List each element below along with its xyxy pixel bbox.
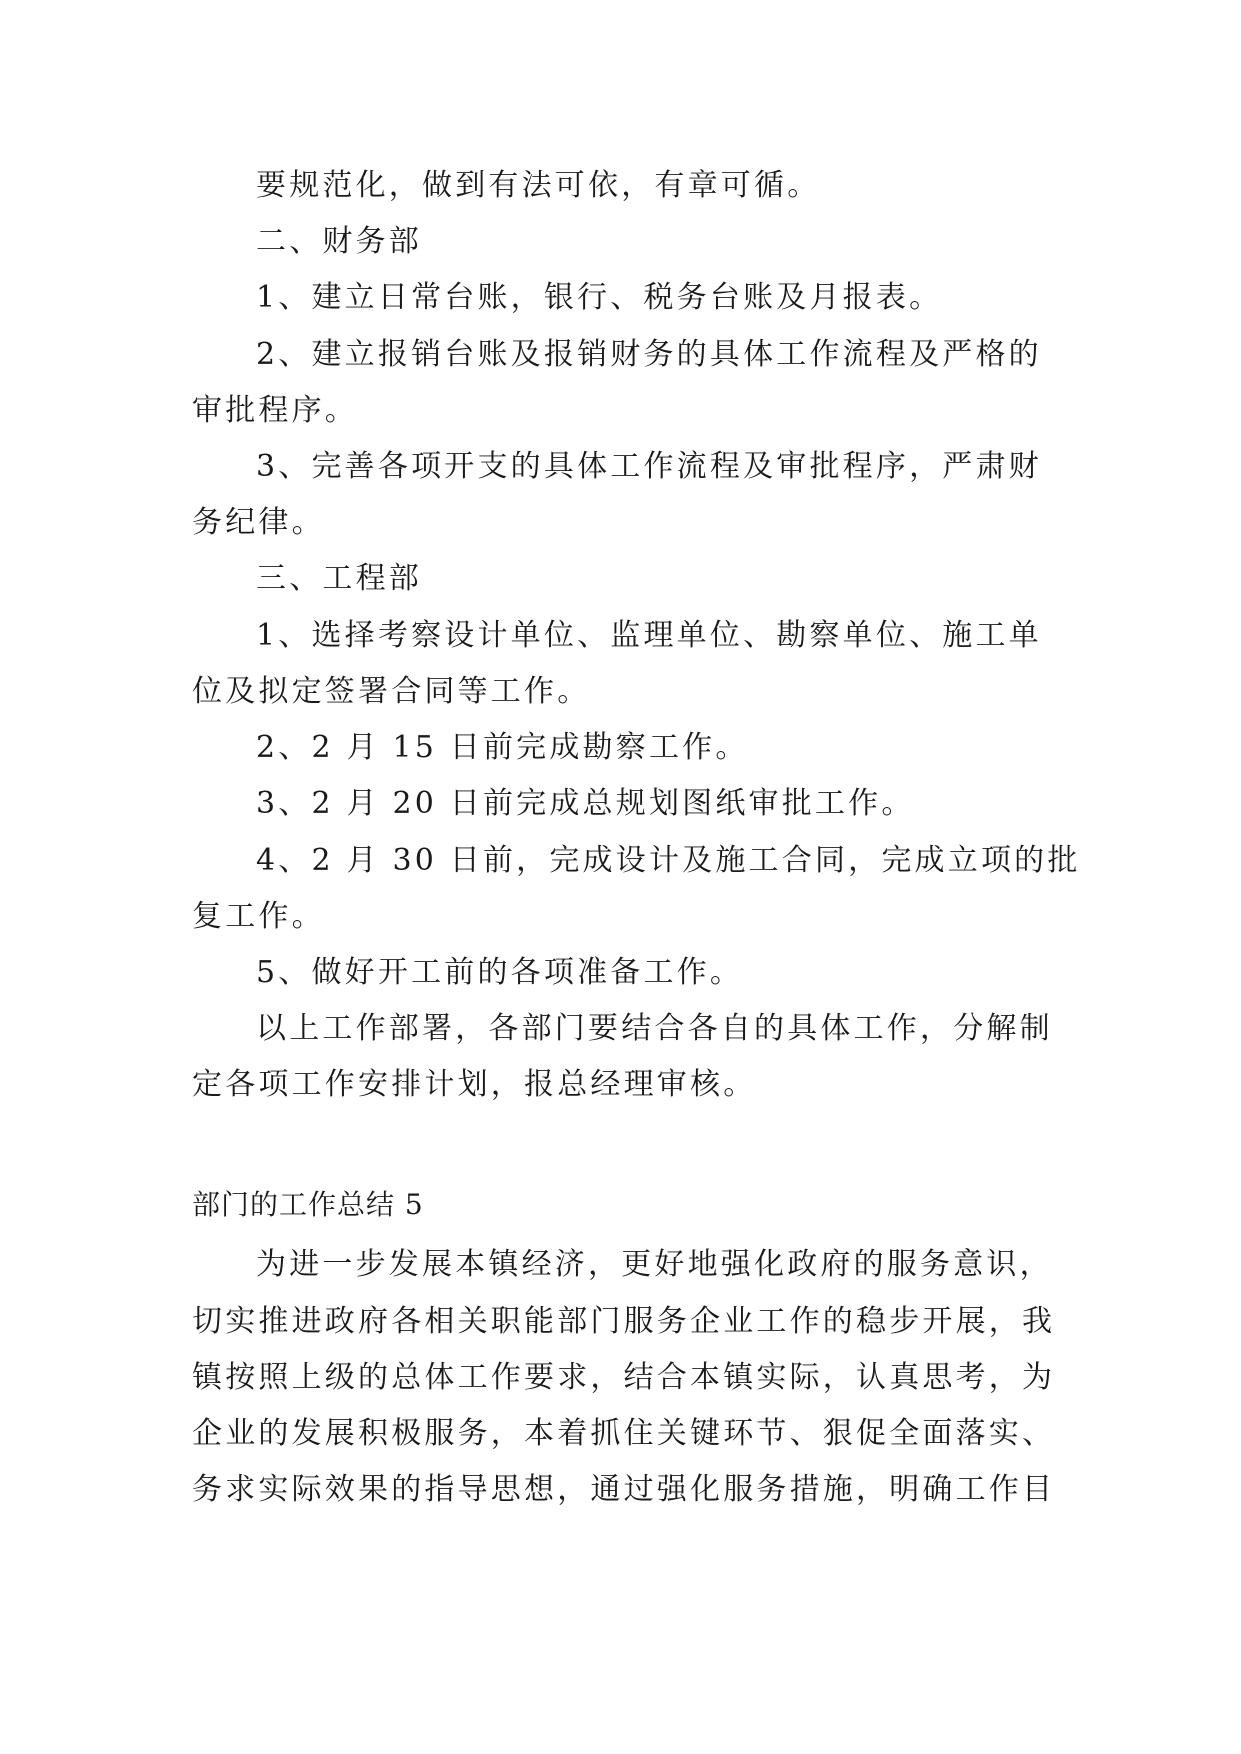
paragraph-line: 3、完善各项开支的具体工作流程及审批程序，严肃财 (256, 449, 1042, 484)
paragraph-line: 定各项工作安排计划，报总经理审核。 (192, 1067, 757, 1102)
paragraph-line: 务求实际效果的指导思想，通过强化服务措施，明确工作目 (192, 1472, 1056, 1507)
section-title: 部门的工作总结 5 (192, 1188, 424, 1221)
section-heading-engineering: 三、工程部 (256, 561, 422, 596)
paragraph-line: 1、建立日常台账，银行、税务台账及月报表。 (256, 280, 943, 315)
paragraph-line: 企业的发展积极服务，本着抓住关键环节、狠促全面落实、 (192, 1416, 1056, 1451)
paragraph-line: 切实推进政府各相关职能部门服务企业工作的稳步开展，我 (192, 1304, 1056, 1339)
paragraph-line: 复工作。 (192, 899, 325, 934)
paragraph-line: 以上工作部署，各部门要结合各自的具体工作，分解制 (256, 1011, 1053, 1046)
paragraph-line: 审批程序。 (192, 393, 358, 428)
paragraph-line: 位及拟定签署合同等工作。 (192, 674, 591, 709)
paragraph-line: 镇按照上级的总体工作要求，结合本镇实际，认真思考，为 (192, 1360, 1056, 1395)
paragraph-line: 5、做好开工前的各项准备工作。 (256, 955, 744, 990)
paragraph-line: 1、选择考察设计单位、监理单位、勘察单位、施工单 (256, 618, 1042, 653)
paragraph-line: 2、2 月 15 日前完成勘察工作。 (256, 730, 749, 765)
paragraph-line: 为进一步发展本镇经济，更好地强化政府的服务意识， (256, 1247, 1053, 1282)
paragraph-line: 务纪律。 (192, 505, 325, 540)
section-heading-finance: 二、财务部 (256, 224, 422, 259)
paragraph-line: 2、建立报销台账及报销财务的具体工作流程及严格的 (256, 337, 1042, 372)
paragraph-line: 3、2 月 20 日前完成总规划图纸审批工作。 (256, 786, 915, 821)
paragraph-line: 要规范化，做到有法可依，有章可循。 (256, 168, 821, 203)
paragraph-line: 4、2 月 30 日前，完成设计及施工合同，完成立项的批 (256, 843, 1081, 878)
